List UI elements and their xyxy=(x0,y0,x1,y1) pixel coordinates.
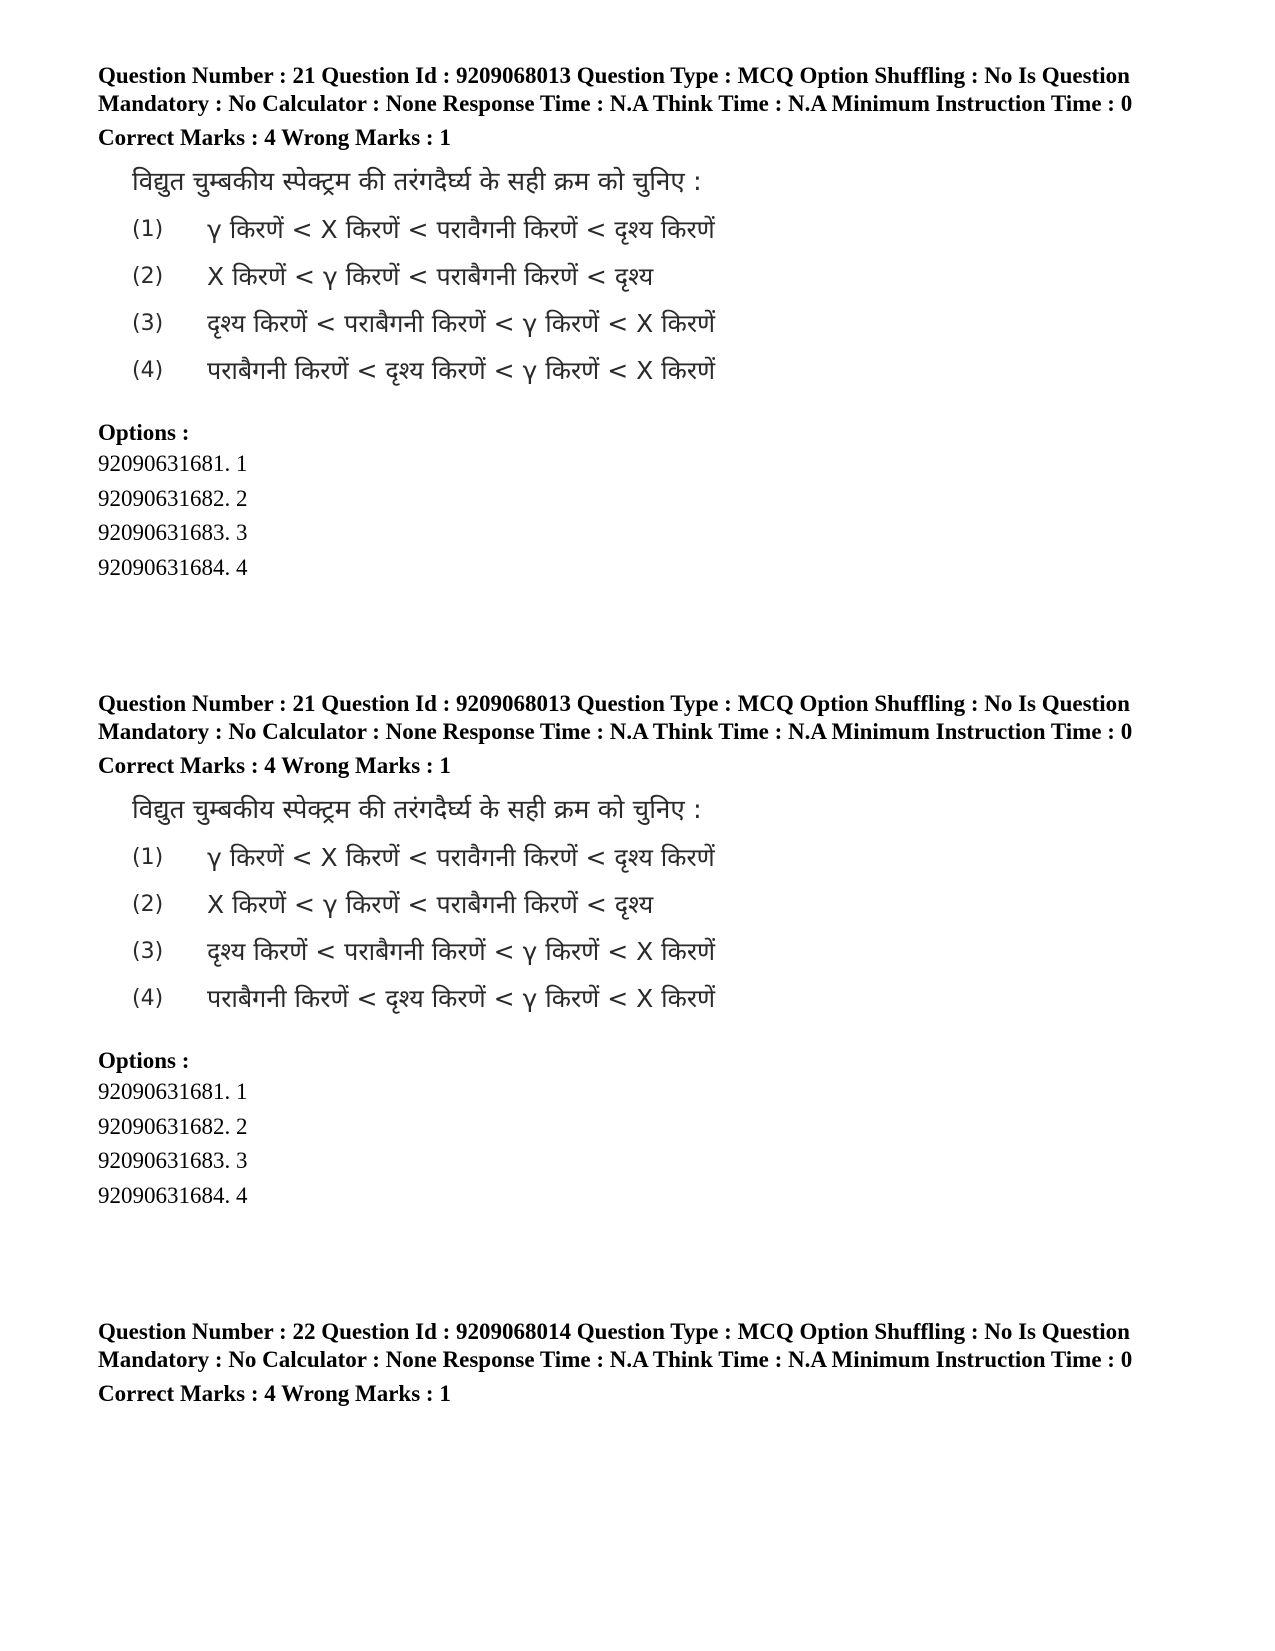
choice-number: (4) xyxy=(132,358,164,383)
question-stem: विद्युत चुम्बकीय स्पेक्ट्रम की तरंगदैर्घ्य के सही क्रम को चुनिए : xyxy=(132,795,702,825)
question-header: Question Number : 21 Question Id : 9209068013 Question Type : MCQ Option Shuffling : No Is Question Mandatory : No Calculator : None Response Time : N.A Think Time : N.A Minimum Instruction Time : 0 xyxy=(98,691,1133,744)
question-choice xyxy=(132,981,1178,1017)
choice-text: γ किरणें < X किरणें < परावैगनी किरणें < दृश्य किरणें xyxy=(207,843,715,872)
option-line: 92090631683. 3 xyxy=(98,1148,248,1173)
question-marks: Correct Marks : 4 Wrong Marks : 1 xyxy=(98,753,451,778)
choice-text: X किरणें < γ किरणें < पराबैगनी किरणें < दृश्य xyxy=(207,262,654,291)
question-stem: विद्युत चुम्बकीय स्पेक्ट्रम की तरंगदैर्घ्य के सही क्रम को चुनिए : xyxy=(132,167,702,197)
choice-text: दृश्य किरणें < पराबैगनी किरणें < γ किरणें < X किरणें xyxy=(207,309,716,338)
question-marks: Correct Marks : 4 Wrong Marks : 1 xyxy=(98,125,451,150)
choice-text: γ किरणें < X किरणें < परावैगनी किरणें < दृश्य किरणें xyxy=(207,215,715,244)
question-choice xyxy=(132,212,1178,248)
option-line: 92090631681. 1 xyxy=(98,451,248,476)
question-choice xyxy=(132,306,1178,342)
options-title: Options : xyxy=(98,1048,190,1073)
question-marks: Correct Marks : 4 Wrong Marks : 1 xyxy=(98,1381,451,1406)
option-line: 92090631682. 2 xyxy=(98,1113,248,1139)
option-line: 92090631684. 4 xyxy=(98,1182,248,1208)
option-line: 92090631681. 1 xyxy=(98,1079,248,1104)
question-choice xyxy=(132,887,1178,923)
choice-number: (3) xyxy=(132,311,164,336)
choice-number: (4) xyxy=(132,986,164,1011)
question-block-3 xyxy=(98,1318,1178,1408)
question-image xyxy=(132,164,1178,389)
option-line: 92090631683. 3 xyxy=(98,520,248,545)
choice-text: पराबैगनी किरणें < दृश्य किरणें < γ किरणें < X किरणें xyxy=(207,984,716,1013)
question-block-1 xyxy=(98,62,1178,585)
options-title: Options : xyxy=(98,420,190,445)
question-header: Question Number : 21 Question Id : 9209068013 Question Type : MCQ Option Shuffling : No Is Question Mandatory : No Calculator : None Response Time : N.A Think Time : N.A Minimum Instruction Time : 0 xyxy=(98,63,1133,116)
choice-text: दृश्य किरणें < पराबैगनी किरणें < γ किरणें < X किरणें xyxy=(207,937,716,966)
option-line: 92090631682. 2 xyxy=(98,485,248,511)
choice-number: (2) xyxy=(132,264,164,289)
choice-text: X किरणें < γ किरणें < पराबैगनी किरणें < दृश्य xyxy=(207,890,654,919)
question-image xyxy=(132,792,1178,1017)
question-choice xyxy=(132,840,1178,876)
question-header: Question Number : 22 Question Id : 9209068014 Question Type : MCQ Option Shuffling : No Is Question Mandatory : No Calculator : None Response Time : N.A Think Time : N.A Minimum Instruction Time : 0 xyxy=(98,1319,1133,1372)
option-line: 92090631684. 4 xyxy=(98,554,248,580)
question-choice xyxy=(132,934,1178,970)
question-choice xyxy=(132,259,1178,295)
choice-text: पराबैगनी किरणें < दृश्य किरणें < γ किरणें < X किरणें xyxy=(207,356,716,385)
question-block-2 xyxy=(98,690,1178,1213)
choice-number: (1) xyxy=(132,217,164,242)
choice-number: (2) xyxy=(132,892,164,917)
choice-number: (1) xyxy=(132,845,164,870)
question-choice xyxy=(132,353,1178,389)
choice-number: (3) xyxy=(132,939,164,964)
